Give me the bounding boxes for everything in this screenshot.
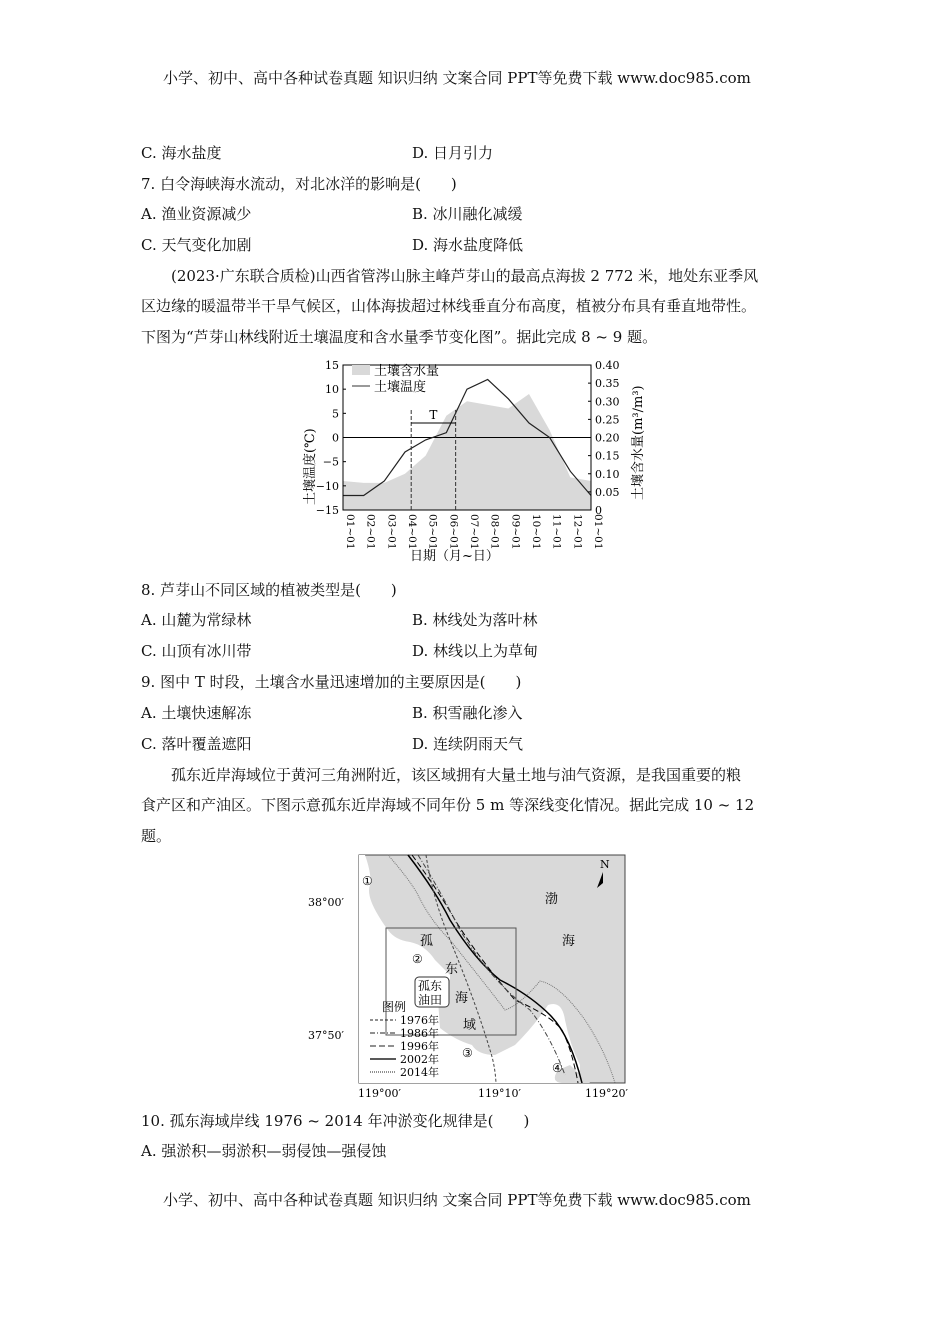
y2-tick-label: 0.30 (595, 395, 620, 409)
north-label: N (600, 858, 610, 871)
legend-item: 1976年 (400, 1014, 439, 1027)
q8-option-c: C. 山顶有冰川带 (141, 642, 252, 660)
q9-option-a: A. 土壤快速解冻 (141, 704, 252, 722)
legend-temp: 土壤温度 (374, 380, 427, 395)
lat-label: 37°50′ (308, 1029, 344, 1042)
y2-tick-label: 0.25 (595, 413, 620, 427)
x-tick-label: 01~01 (592, 514, 604, 550)
passage2-line: 食产区和产油区。下图示意孤东近岸海域不同年份 5 m 等深线变化情况。据此完成 10 ~ 12 (141, 796, 755, 814)
x-tick-label: 05~01 (426, 514, 439, 550)
lon-label: 119°20′ (585, 1087, 628, 1100)
legend-title: 图例 (382, 1000, 407, 1014)
y-tick-label: −15 (315, 504, 339, 517)
q6-option-d: D. 日月引力 (412, 144, 494, 162)
q8-option-b: B. 林线处为落叶林 (412, 611, 538, 629)
page-header: 小学、初中、高中各种试卷真题 知识归纳 文案合同 PPT等免费下载 www.doc985.com (163, 69, 751, 87)
oilfield-label: 孤东 (418, 979, 443, 993)
q9-stem: 9. 图中 T 时段，土壤含水量迅速增加的主要原因是( ) (141, 673, 522, 691)
sea-label: 渤 (545, 892, 559, 907)
y-axis-label: 土壤温度(℃) (303, 428, 318, 505)
q7-option-a: A. 渔业资源减少 (141, 205, 252, 223)
q8-stem: 8. 芦芽山不同区域的植被类型是( ) (141, 581, 397, 599)
legend-item: 1986年 (400, 1027, 439, 1040)
moisture-area (343, 394, 591, 510)
x-tick-label: 01~01 (344, 514, 356, 550)
x-tick-label: 02~01 (364, 514, 377, 550)
x-tick-label: 04~01 (406, 514, 418, 550)
page-footer: 小学、初中、高中各种试卷真题 知识归纳 文案合同 PPT等免费下载 www.doc985.com (163, 1191, 751, 1209)
q7-stem: 7. 白令海峡海水流动，对北冰洋的影响是( ) (141, 175, 457, 193)
marker-4: ④ (552, 1061, 563, 1075)
legend-item: 2002年 (400, 1053, 439, 1066)
coast-map (300, 850, 640, 1100)
y2-tick-label: 0.15 (595, 449, 620, 463)
passage1-line: (2023·广东联合质检)山西省管涔山脉主峰芦芽山的最高点海拔 2 772 米，地处东亚季风 (171, 267, 759, 285)
x-tick-label: 10~01 (530, 514, 542, 550)
legend-item: 1996年 (400, 1040, 439, 1053)
area-label: 孤 (420, 934, 434, 949)
t-label: T (429, 408, 438, 422)
q10-stem: 10. 孤东海域岸线 1976 ~ 2014 年冲淤变化规律是( ) (141, 1112, 530, 1130)
y-tick-label: 15 (325, 359, 339, 372)
passage1-line: 区边缘的暖温带半干旱气候区，山体海拔超过林线垂直分布高度，植被分布具有垂直地带性。 (141, 297, 757, 315)
y-tick-label: −10 (315, 479, 339, 493)
q9-option-d: D. 连续阴雨天气 (412, 735, 524, 753)
q10-option-a: A. 强淤积—弱淤积—弱侵蚀—强侵蚀 (141, 1142, 387, 1160)
area-label: 域 (463, 1018, 477, 1033)
y2-tick-label: 0.20 (595, 431, 620, 445)
x-tick-label: 12~01 (571, 514, 584, 550)
y-tick-label: 0 (332, 431, 339, 445)
sea-label: 海 (562, 934, 576, 949)
marker-1: ① (362, 874, 373, 888)
y2-tick-label: 0 (595, 504, 602, 517)
q9-option-c: C. 落叶覆盖遮阳 (141, 735, 252, 753)
y-tick-label: −5 (322, 455, 339, 469)
x-tick-label: 08~01 (488, 514, 501, 550)
q9-option-b: B. 积雪融化渗入 (412, 704, 523, 722)
legend-item: 2014年 (400, 1066, 439, 1079)
passage1-line: 下图为“芦芽山林线附近土壤温度和含水量季节变化图”。据此完成 8 ~ 9 题。 (141, 328, 658, 346)
soil-chart (290, 355, 660, 570)
y2-tick-label: 0.05 (595, 485, 620, 499)
passage2-line: 题。 (141, 827, 172, 845)
passage2-line: 孤东近岸海域位于黄河三角洲附近，该区域拥有大量土地与油气资源，是我国重要的粮 (171, 766, 742, 784)
x-tick-label: 11~01 (550, 514, 563, 550)
marker-2: ② (412, 952, 423, 966)
lon-label: 119°00′ (358, 1087, 401, 1100)
x-tick-label: 07~01 (468, 514, 480, 550)
x-axis-label: 日期（月~日） (410, 549, 499, 564)
legend-moisture: 土壤含水量 (374, 364, 440, 379)
x-tick-label: 06~01 (447, 514, 460, 550)
y2-axis-label: 土壤含水量(m³/m³) (631, 385, 646, 500)
y-tick-label: 5 (332, 407, 339, 421)
area-label: 海 (455, 991, 469, 1006)
q6-option-c: C. 海水盐度 (141, 144, 222, 162)
legend-moisture-swatch (352, 365, 370, 375)
y2-tick-label: 0.35 (595, 377, 620, 391)
x-tick-label: 03~01 (385, 514, 398, 550)
lon-label: 119°10′ (478, 1087, 521, 1100)
lat-label: 38°00′ (308, 896, 344, 909)
q7-option-c: C. 天气变化加剧 (141, 236, 252, 254)
x-tick-label: 09~01 (509, 514, 522, 550)
area-label: 东 (445, 962, 459, 977)
oilfield-label: 油田 (418, 993, 443, 1007)
q8-option-a: A. 山麓为常绿林 (141, 611, 252, 629)
y2-tick-label: 0.10 (595, 467, 620, 481)
q8-option-d: D. 林线以上为草甸 (412, 642, 539, 660)
marker-3: ③ (462, 1046, 473, 1060)
q7-option-b: B. 冰川融化减缓 (412, 205, 523, 223)
y2-tick-label: 0.40 (595, 359, 620, 372)
q7-option-d: D. 海水盐度降低 (412, 236, 524, 254)
y-tick-label: 10 (325, 383, 339, 397)
